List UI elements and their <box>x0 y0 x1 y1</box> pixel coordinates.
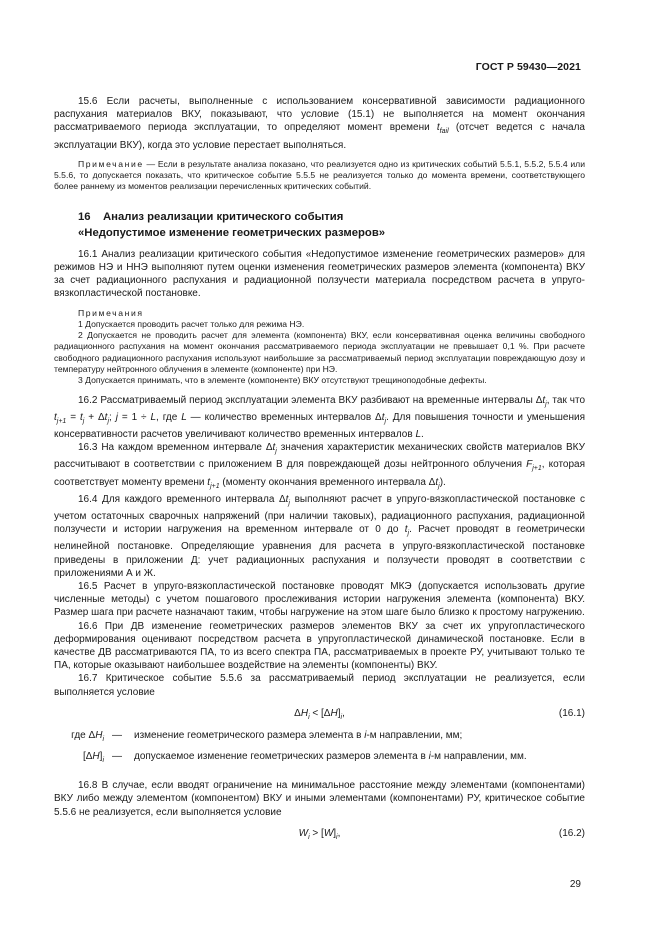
paragraph-16-2: 16.2 Рассматриваемый период эксплуатации элемента ВКУ разбивают на временные интервалы $\Delta t_j$, так что $t_{j+1} = t_j + \Delta t_j$; j = 1 ÷ L, где L — количество временных интервалов $\Delta t_j$. Для повышения точности и уменьшения консервативности расчетов увеличивают количество временных интервалов L. <box>54 394 586 440</box>
note-15-6: Примечание — Если в результате анализа показано, что реализуется одно из критических событий 5.5.1, 5.5.2, 5.5.4 или 5.5.6, то допускается показать, что критическое событие 5.5.5 не реализуется только до момента времени, соответствующего более раннему из моментов реализации перечисленных критических событий. <box>54 158 585 192</box>
where-desc-2: допускаемое изменение геометрических размеров элемента в i-м направлении, мм. <box>134 751 527 763</box>
formula-16-2 <box>54 823 585 845</box>
formula-16-1-expression: $\Delta H_i < [\Delta H]_i$, <box>294 707 345 721</box>
formula-16-1 <box>54 703 585 725</box>
paragraph-16-3: 16.3 На каждом временном интервале $\Delta t_j$ значения характеристик механических свойств материалов ВКУ рассчитывают в соответствии с приложением В для повреждающей дозы нейтронного облучения $F_{j+1}$, которая соответствует моменту времени $t_{j+1}$ (моменту окончания временного интервала $\Delta t_j$). <box>54 442 586 490</box>
note-16-item-3: 3 Допускается принимать, что в элементе (компоненте) ВКУ отсутствуют трещиноподобные дефекты. <box>78 375 487 386</box>
page-content <box>54 95 585 845</box>
formula-16-1-number: (16.1) <box>558 707 585 719</box>
where-symbol-2: $[\Delta H]_i$ <box>82 751 104 765</box>
paragraph-16-6: 16.6 При ДВ изменение геометрических размеров элементов ВКУ за счет их упругопластического деформирования оценивают посредством расчета в упругопластической динамической постановке. Если в качестве ДВ рассматриваются ПА, то из всего спектра ПА, рассматриваемых в проекте РУ, учитывают только те ПА, которые оказывают наибольшее воздействие на элементы (компоненты) ВКУ. <box>54 620 585 672</box>
note-16-item-2: 2 Допускается не проводить расчет для элемента (компонента) ВКУ, если консервативная оценка величины свободного радиационного распухания на момент окончания рассматриваемого периода эксплуатации не превышает 0,1 %. При расчете свободного радиационного распухания используют наибольшие за рассматриваемый период эксплуатации повреждающую дозу и температуру нейтронного облучения в элементе (компоненте) при НЭ. <box>54 330 585 374</box>
paragraph-16-7: 16.7 Критическое событие 5.5.6 за рассматриваемый период эксплуатации не реализуется, если выполняется условие <box>54 673 585 698</box>
where-symbol-1: где $\Delta H_i$ <box>71 729 104 743</box>
paragraph-15-6: 15.6 Если расчеты, выполненные с использованием консервативной зависимости радиационного распухания материалов ВКУ, показывают, что условие (15.1) не выполняется на момент окончания рассматриваемого периода эксплуатации, то определяют момент времени $t_{fail}$ (отсчет ведется с начала эксплуатации ВКУ), когда это условие перестает выполняться. <box>54 96 585 151</box>
standard-header: ГОСТ Р 59430—2021 <box>475 61 581 73</box>
page-number: 29 <box>569 879 581 890</box>
where-row-2: $[\Delta H]_i$ — допускаемое изменение геометрических размеров элемента в i-м направлении, мм. <box>54 750 585 767</box>
where-desc-1: изменение геометрического размера элемента в i-м направлении, мм; <box>134 729 463 741</box>
note-16-item-1: 1 Допускается проводить расчет только для режима НЭ. <box>78 318 305 329</box>
formula-16-2-expression: $W_i > [W]_i$, <box>298 827 341 841</box>
paragraph-16-4: 16.4 Для каждого временного интервала $\Delta t_j$ выполняют расчет в упруго-вязкопластической постановке с учетом остаточных сварочных напряжений (при наличии таковых), радиационного распухания, радиационной ползучести и истории нагружения на временном интервале от 0 до $t_j$. Расчет проводят в геометрически нелинейной постановке. Определяющие уравнения для расчета в упруго-вязкопластической постановке приведены в приложении Д: учет радиационных распухания и ползучести проводят в соответствии с приложениями А и Ж. <box>54 493 585 579</box>
paragraph-16-1: 16.1 Анализ реализации критического события «Недопустимое изменение геометрических размеров» для режимов НЭ и ННЭ выполняют путем оценки изменения геометрических размеров элемента (компонента) ВКУ за счет радиационного распухания и радиационной ползучести материала посредством расчета в упруго-вязкопластической постановке. <box>54 248 585 300</box>
paragraph-16-8: 16.8 В случае, если вводят ограничение на минимальное расстояние между элементами (компонентами) ВКУ либо между элементом (компонентом) ВКУ и иными элементами (компонентами) РУ, критическое событие 5.5.6 не реализуется, если выполняется условие <box>54 780 585 818</box>
formula-16-2-number: (16.2) <box>558 827 585 839</box>
paragraph-16-5: 16.5 Расчет в упруго-вязкопластической постановке проводят МКЭ (допускается использовать другие численные методы) с учетом пошагового прослеживания истории нагружения элемента (компонента) ВКУ. Размер шага при расчете назначают таким, чтобы нагружение на этом шаге было близко к простому нагружению. <box>54 581 585 619</box>
notes-16-label: Примечания <box>78 307 144 318</box>
section-16-heading: 16 Анализ реализации критического события «Недопустимое изменение геометрических размеров» <box>78 210 386 239</box>
where-row-1: где $\Delta H_i$ — изменение геометрического размера элемента в i-м направлении, мм; <box>54 729 585 746</box>
